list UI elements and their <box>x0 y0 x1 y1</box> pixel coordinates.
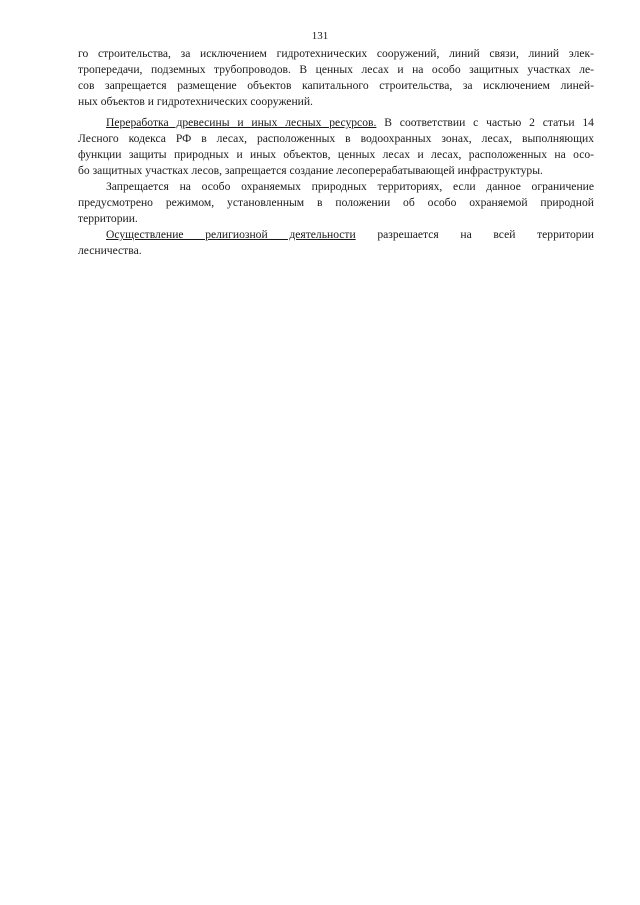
section-heading: Переработка древесины и иных лесных ресурсов. <box>106 116 377 129</box>
text-line: бо защитных участках лесов, запрещается создание лесоперерабатывающей инфраструктуры. <box>78 164 543 177</box>
text-line: территории. <box>78 212 138 225</box>
section-heading: Осуществление религиозной деятельности <box>106 228 356 241</box>
text-line <box>106 227 594 243</box>
text-line: ных объектов и гидротехнических сооружений. <box>78 95 313 108</box>
text-line: функции защиты природных и иных объектов, ценных лесах и лесах, расположенных на осо- <box>78 148 594 161</box>
text-run: разрешается на всей территории <box>355 228 594 241</box>
text-line: го строительства, за исключением гидротехнических сооружений, линий связи, линий элек- <box>78 47 594 60</box>
text-line: Запрещается на особо охраняемых природных территориях, если данное ограничение <box>106 180 594 193</box>
page-number: 131 <box>311 30 329 42</box>
text-line: предусмотрено режимом, установленным в положении об особо охраняемой природной <box>78 196 594 209</box>
text-line <box>106 115 594 131</box>
text-line: Лесного кодекса РФ в лесах, расположенных в водоохранных зонах, лесах, выполняющих <box>78 132 594 145</box>
text-line: лесничества. <box>78 244 142 257</box>
text-line: тропередачи, подземных трубопроводов. В ценных лесах и на особо защитных участках ле- <box>78 63 594 76</box>
text-run: В соответствии с частью 2 статьи 14 <box>376 116 594 129</box>
text-line: сов запрещается размещение объектов капитального строительства, за исключением линей- <box>78 79 594 92</box>
